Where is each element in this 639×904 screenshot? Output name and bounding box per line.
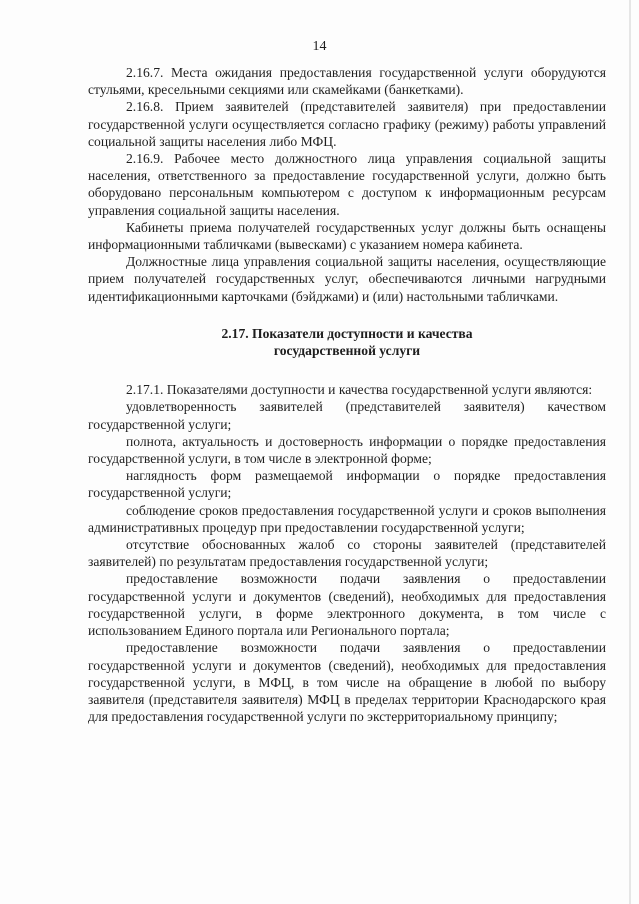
indicator-electronic-submission: предоставление возможности подачи заявления о предоставлении государственной услуги и документов (сведений), необходимых для предоставления государственной услуги, в форме электронного документа, в том числе с использованием Единого портала или Регионального портала;	[88, 571, 606, 639]
paragraph-2-16-7: 2.16.7. Места ожидания предоставления государственной услуги оборудуются стульями, кресельными секциями или скамейками (банкетками).	[88, 65, 606, 98]
paragraph-2-16-8: 2.16.8. Прием заявителей (представителей заявителя) при предоставлении государственной услуги осуществляется согласно графику (режиму) работы управлений социальной защиты населения либо МФЦ.	[88, 99, 606, 149]
indicator-no-complaints: отсутствие обоснованных жалоб со стороны заявителей (представителей заявителей) по результатам предоставления государственной услуги;	[88, 537, 606, 570]
indicator-information-completeness: полнота, актуальность и достоверность информации о порядке предоставления государственной услуги, в том числе в электронной форме;	[88, 433, 606, 467]
paragraph-cabinets: Кабинеты приема получателей государственных услуг должны быть оснащены информационными табличками (вывесками) с указанием номера кабинета.	[88, 219, 606, 253]
paragraph-2-17-1: 2.17.1. Показателями доступности и качества государственной услуги являются:	[126, 382, 593, 398]
page-number: 14	[312, 39, 327, 54]
section-heading-2-17	[88, 325, 606, 359]
paragraph-2-16-9: 2.16.9. Рабочее место должностного лица управления социальной защиты населения, ответственного за предоставление государственной услуги, должно быть оборудовано персональным компьютером с доступом к информационным ресурсам управления социальной защиты населения.	[88, 151, 606, 218]
indicator-satisfaction: удовлетворенность заявителей (представителей заявителя) качеством государственной услуги;	[88, 399, 606, 432]
scan-edge	[629, 0, 631, 904]
section-heading-line-1: 2.17. Показатели доступности и качества	[221, 325, 473, 341]
indicator-mfc-submission: предоставление возможности подачи заявления о предоставлении государственной услуги и документов (сведений), необходимых для предоставления государственной услуги, в МФЦ, в том числе на обращение в любой по выбору заявителя (представителя заявителя) МФЦ в пределах территории Краснодарского края для предоставления государственной услуги по экстерриториальному принципу;	[88, 640, 606, 725]
section-heading-line-2: государственной услуги	[273, 343, 421, 359]
page-body	[88, 64, 606, 725]
indicator-form-clarity: наглядность форм размещаемой информации о порядке предоставления государственной услуги;	[88, 468, 606, 501]
indicator-deadlines: соблюдение сроков предоставления государственной услуги и сроков выполнения административных процедур при предоставлении государственной услуги;	[88, 502, 606, 535]
paragraph-officials-badges: Должностные лица управления социальной защиты населения, осуществляющие прием получателей государственных услуг, обеспечиваются личными нагрудными идентификационными карточками (бэйджами) и (или) настольными табличками.	[88, 254, 606, 304]
